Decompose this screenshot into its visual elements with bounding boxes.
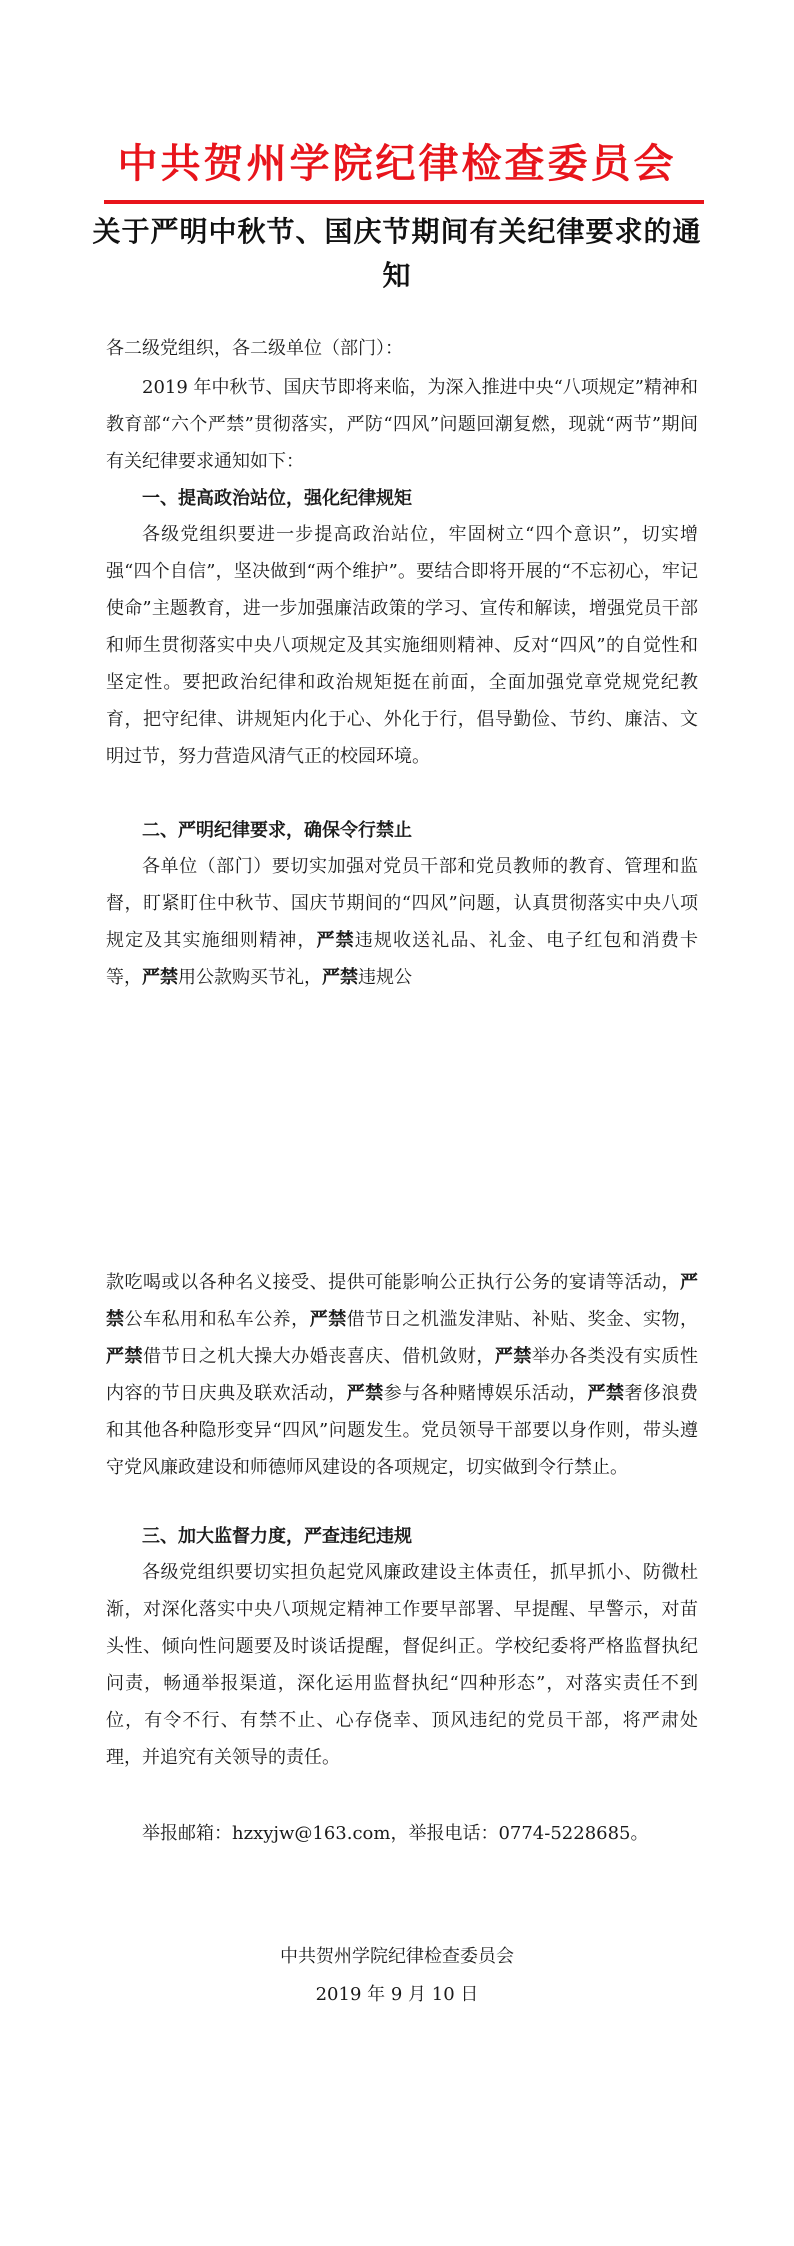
strict-emphasis: 严禁 bbox=[322, 967, 358, 988]
strict-emphasis: 严禁 bbox=[346, 1383, 384, 1404]
org-header-title: 中共贺州学院纪律检查委员会 bbox=[117, 141, 677, 187]
strict-emphasis: 严禁 bbox=[106, 1346, 144, 1367]
section-2-body-part-a bbox=[106, 848, 698, 996]
section-1-body: 各级党组织要进一步提高政治站位，牢固树立“四个意识”，切实增强“四个自信”，坚决做到“两个维护”。要结合即将开展的“不忘初心，牢记使命”主题教育，进一步加强廉洁政策的学习、宣传和解读，增强党员干部和师生贯彻落实中央八项规定及其实施细则精神、反对“四风”的自觉性和坚定性。要把政治纪律和政治规矩挺在前面，全面加强党章党规党纪教育，把守纪律、讲规矩内化于心、外化于行，倡导勤俭、节约、廉洁、文明过节，努力营造风清气正的校园环境。 bbox=[106, 524, 698, 767]
header-red-rule bbox=[104, 200, 704, 204]
section-2-heading: 二、严明纪律要求，确保令行禁止 bbox=[142, 820, 412, 841]
section-2-text: 举办各类没有实质性内容的节日庆典及联欢活动， bbox=[106, 1346, 699, 1404]
strict-emphasis: 严禁 bbox=[316, 930, 355, 951]
document-title: 关于严明中秋节、国庆节期间有关纪律要求的通知 bbox=[92, 215, 702, 292]
section-2-text: 违规公 bbox=[358, 967, 412, 988]
report-contact-line: 举报邮箱：hzxyjw@163.com，举报电话：0774-5228685。 bbox=[142, 1823, 649, 1844]
section-1-heading: 一、提高政治站位，强化纪律规矩 bbox=[142, 488, 412, 509]
section-2-text: 用公款购买节礼， bbox=[178, 967, 322, 988]
section-2-text: 借节日之机滥发津贴、补贴、奖金、实物， bbox=[346, 1309, 699, 1330]
salutation: 各二级党组织，各二级单位（部门）： bbox=[106, 338, 403, 359]
strict-emphasis: 严禁 bbox=[494, 1346, 532, 1367]
section-3-heading: 三、加大监督力度，严查违纪违规 bbox=[142, 1526, 412, 1547]
section-3-body: 各级党组织要切实担负起党风廉政建设主体责任，抓早抓小、防微杜渐，对深化落实中央八项规定精神工作要早部署、早提醒、早警示，对苗头性、倾向性问题要及时谈话提醒，督促纠正。学校纪委将严格监督执纪问责，畅通举报渠道，深化运用监督执纪“四种形态”，对落实责任不到位，有令不行、有禁不止、心存侥幸、顶风违纪的党员干部，将严肃处理，并追究有关领导的责任。 bbox=[106, 1562, 698, 1768]
strict-emphasis: 严禁 bbox=[587, 1383, 625, 1404]
section-2-text: 借节日之机大操大办婚丧喜庆、借机敛财， bbox=[143, 1346, 495, 1367]
section-2-text: 违规收送礼品、礼金、电子红包和消费卡等， bbox=[106, 930, 699, 988]
signature-date: 2019 年 9 月 10 日 bbox=[315, 1984, 479, 2005]
section-2-text: 参与各种赌博娱乐活动， bbox=[383, 1383, 588, 1404]
section-2-text: 公车私用和私车公养， bbox=[124, 1309, 310, 1330]
intro-paragraph: 2019 年中秋节、国庆节即将来临，为深入推进中央“八项规定”精神和教育部“六个严禁”贯彻落实，严防“四风”问题回潮复燃，现就“两节”期间有关纪律要求通知如下： bbox=[106, 377, 698, 472]
strict-emphasis: 严禁 bbox=[142, 967, 178, 988]
section-2-text: 奢侈浪费和其他各种隐形变异“四风”问题发生。党员领导干部要以身作则，带头遵守党风廉政建设和师德师风建设的各项规定，切实做到令行禁止。 bbox=[106, 1383, 699, 1478]
strict-emphasis: 严禁 bbox=[309, 1309, 347, 1330]
strict-emphasis: 严禁 bbox=[106, 1272, 698, 1330]
section-2-text: 款吃喝或以各种名义接受、提供可能影响公正执行公务的宴请等活动， bbox=[106, 1272, 680, 1293]
signature-organization: 中共贺州学院纪律检查委员会 bbox=[280, 1946, 514, 1967]
section-2-text: 各单位（部门）要切实加强对党员干部和党员教师的教育、管理和监督，盯紧盯住中秋节、国庆节期间的“四风”问题，认真贯彻落实中央八项规定及其实施细则精神， bbox=[106, 856, 698, 951]
section-2-body-part-b bbox=[106, 1264, 698, 1486]
